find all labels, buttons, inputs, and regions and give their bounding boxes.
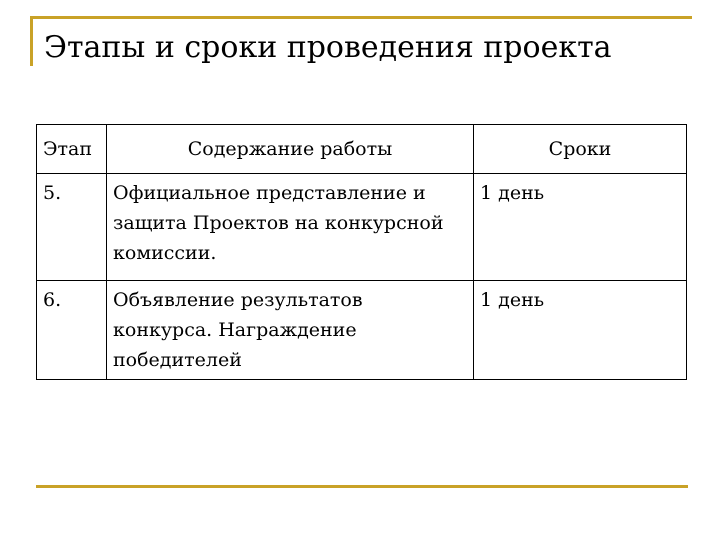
row-terms-cell: 1 день bbox=[474, 281, 687, 380]
header-terms: Сроки bbox=[474, 125, 687, 174]
row-stage-cell: 6. bbox=[37, 281, 107, 380]
table-row bbox=[37, 174, 687, 281]
project-stages-table bbox=[36, 124, 687, 380]
header-stage: Этап bbox=[37, 125, 107, 174]
table-row bbox=[37, 281, 687, 380]
bottom-divider-line bbox=[36, 485, 688, 488]
title-frame-left-line bbox=[30, 16, 33, 66]
row-content-cell: Официальное представление и защита Проектов на конкурсной комиссии. bbox=[107, 174, 474, 281]
header-content: Содержание работы bbox=[107, 125, 474, 174]
slide-title: Этапы и сроки проведения проекта bbox=[44, 30, 612, 65]
table-header-row bbox=[37, 125, 687, 174]
row-content-cell: Объявление результатов конкурса. Награждение победителей bbox=[107, 281, 474, 380]
title-frame-top-line bbox=[30, 16, 692, 19]
row-stage-cell: 5. bbox=[37, 174, 107, 281]
row-terms-cell: 1 день bbox=[474, 174, 687, 281]
